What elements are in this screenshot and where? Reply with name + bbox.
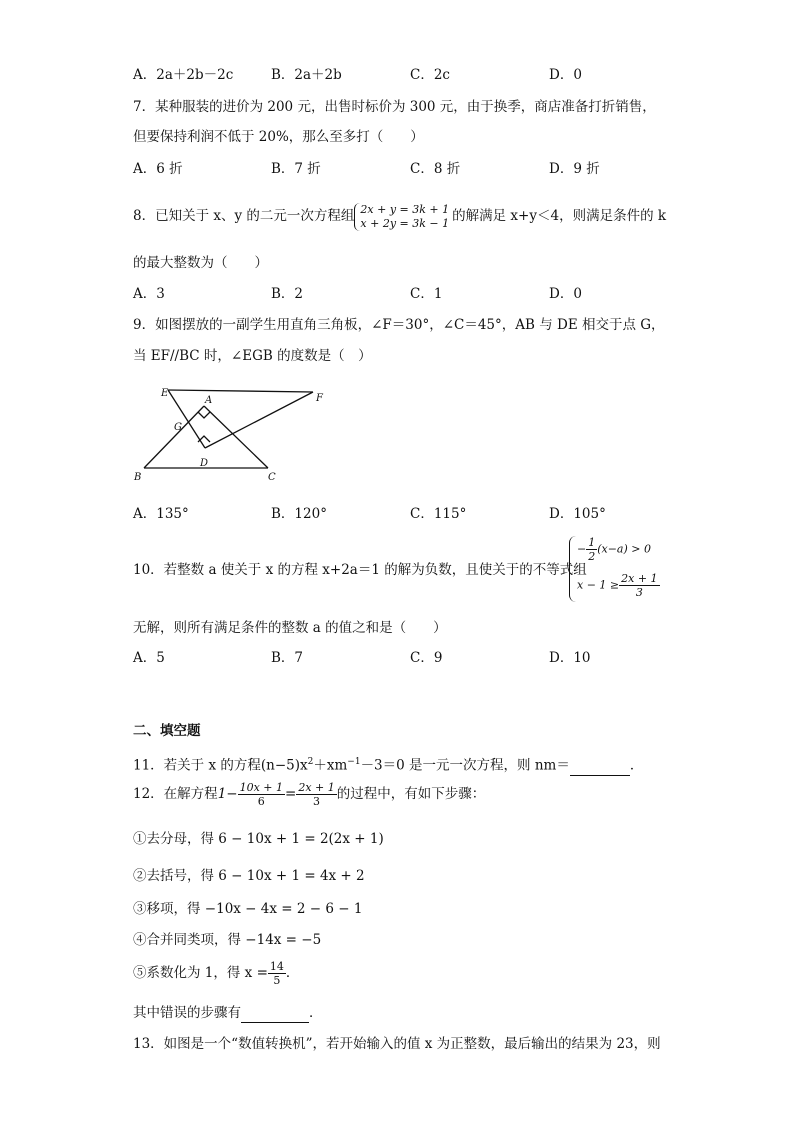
- q7-stem-line1: 7．某种服装的进价为 200 元，出售时标价为 300 元，由于换季，商店准备打折销售，: [133, 99, 656, 115]
- label-f: F: [316, 393, 323, 404]
- q10-ineq2: x − 1 ≥ $\frac{2x + 1}{3}$: [577, 572, 658, 599]
- q8-option-b[interactable]: B．2: [271, 286, 304, 302]
- q9-option-b[interactable]: B．120°: [271, 506, 327, 522]
- q10-option-d[interactable]: D．10: [549, 650, 591, 666]
- q9-options: [133, 505, 693, 523]
- q10-ineq1: − $\frac{1}{2}$ (x−a) > 0: [577, 536, 651, 563]
- q12-step-4: ④合并同类项，得 −14x = −5: [133, 932, 322, 948]
- q9-option-c[interactable]: C．115°: [410, 506, 467, 522]
- label-c: C: [268, 472, 276, 483]
- q9-option-d[interactable]: D．105°: [549, 506, 606, 522]
- q8-eq2: x + 2y = 3k − 1: [360, 216, 450, 230]
- q7-options: [133, 160, 693, 178]
- q8-equation-system: [354, 203, 452, 231]
- q11-stem: 11．若关于 x 的方程$(n-5)x^2+xm^{-1}-3=0$ 是一元一次方程，则 nm＝ ．: [133, 757, 644, 774]
- q8-stem-line2: 的最大整数为（ ）: [133, 255, 268, 271]
- segment-ef: [168, 390, 313, 392]
- q12-step-2: ②去括号，得 6 − 10x + 1 = 4x + 2: [133, 868, 365, 884]
- q10-inequality-system: [569, 534, 665, 606]
- q12-fraction-1: $\frac{10x + 1}{6}$: [239, 781, 284, 808]
- q12-step-1: ①去分母，得 6 − 10x + 1 = 2(2x + 1): [133, 831, 384, 847]
- segment-ba: [144, 406, 204, 468]
- segment-ac: [204, 406, 268, 468]
- q12-conclusion: 其中错误的步骤有 ．: [133, 1005, 323, 1021]
- q8-eq1: 2x + y = 3k + 1: [360, 202, 450, 216]
- q9-stem-line1: 9．如图摆放的一副学生用直角三角板，∠F＝30°，∠C＝45°，AB 与 DE 相交于点 G，: [133, 317, 665, 333]
- q10-option-b[interactable]: B．7: [271, 650, 304, 666]
- triangle-figure: [128, 380, 338, 490]
- label-a: A: [205, 395, 213, 406]
- q8-option-a[interactable]: A．3: [133, 286, 165, 302]
- q6-option-b[interactable]: B．2a＋2b: [271, 67, 342, 83]
- segment-fd: [205, 392, 313, 448]
- q8-stem-line1: [133, 198, 666, 234]
- label-e: E: [161, 388, 169, 399]
- q11-answer-blank[interactable]: [570, 757, 630, 776]
- right-angle-mark-a: [198, 412, 210, 418]
- label-d: D: [200, 458, 209, 469]
- q10-stem-line2: 无解，则所有满足条件的整数 a 的值之和是（ ）: [133, 620, 447, 636]
- q8-option-c[interactable]: C．1: [410, 286, 443, 302]
- q7-option-a[interactable]: A．6 折: [133, 161, 183, 177]
- q12-answer-blank[interactable]: [241, 1004, 309, 1023]
- q10-stem-line1: 10．若整数 a 使关于 x 的方程 x+2a＝1 的解为负数，且使关于的不等式组: [133, 562, 587, 578]
- q13-stem-line1: 13．如图是一个“数值转换机”，若开始输入的值 x 为正整数，最后输出的结果为 23，则: [133, 1036, 661, 1052]
- segment-ed: [168, 390, 205, 448]
- q6-option-a[interactable]: A．2a＋2b－2c: [133, 67, 234, 83]
- label-g: G: [174, 422, 182, 433]
- q8-suffix: 的解满足 x+y＜4，则满足条件的 k: [452, 208, 667, 224]
- q12-step-5: ⑤系数化为 1，得 x = $\frac{14}{5}$ ．: [133, 960, 300, 987]
- q8-options: [133, 285, 693, 303]
- q12-fraction-2: $\frac{2x + 1}{3}$: [298, 781, 335, 808]
- q7-option-b[interactable]: B．7 折: [271, 161, 321, 177]
- q12-stem: 12．在解方程1− $\frac{10x + 1}{6}$ = $\frac{2x + 1}{3}$ 的过程中，有如下步骤：: [133, 781, 486, 808]
- q8-option-d[interactable]: D．0: [549, 286, 582, 302]
- label-b: B: [134, 472, 142, 483]
- q8-prefix: 8．已知关于 x、y 的二元一次方程组: [133, 208, 355, 224]
- q10-option-a[interactable]: A．5: [133, 650, 165, 666]
- q6-option-d[interactable]: D．0: [549, 67, 582, 83]
- q9-stem-line2: 当 EF//BC 时，∠EGB 的度数是（ ）: [133, 348, 372, 364]
- q7-option-c[interactable]: C．8 折: [410, 161, 461, 177]
- q7-stem-line2: 但要保持利润不低于 20%，那么至多打（ ）: [133, 129, 424, 145]
- q10-brace: [569, 536, 576, 602]
- q7-option-d[interactable]: D．9 折: [549, 161, 600, 177]
- section-title: 二、填空题: [133, 723, 201, 739]
- q10-options: [133, 649, 693, 667]
- q6-options: [133, 66, 693, 84]
- q10-option-c[interactable]: C．9: [410, 650, 443, 666]
- q9-option-a[interactable]: A．135°: [133, 506, 189, 522]
- q12-step-3: ③移项，得 −10x − 4x = 2 − 6 − 1: [133, 901, 363, 917]
- q6-option-c[interactable]: C．2c: [410, 67, 450, 83]
